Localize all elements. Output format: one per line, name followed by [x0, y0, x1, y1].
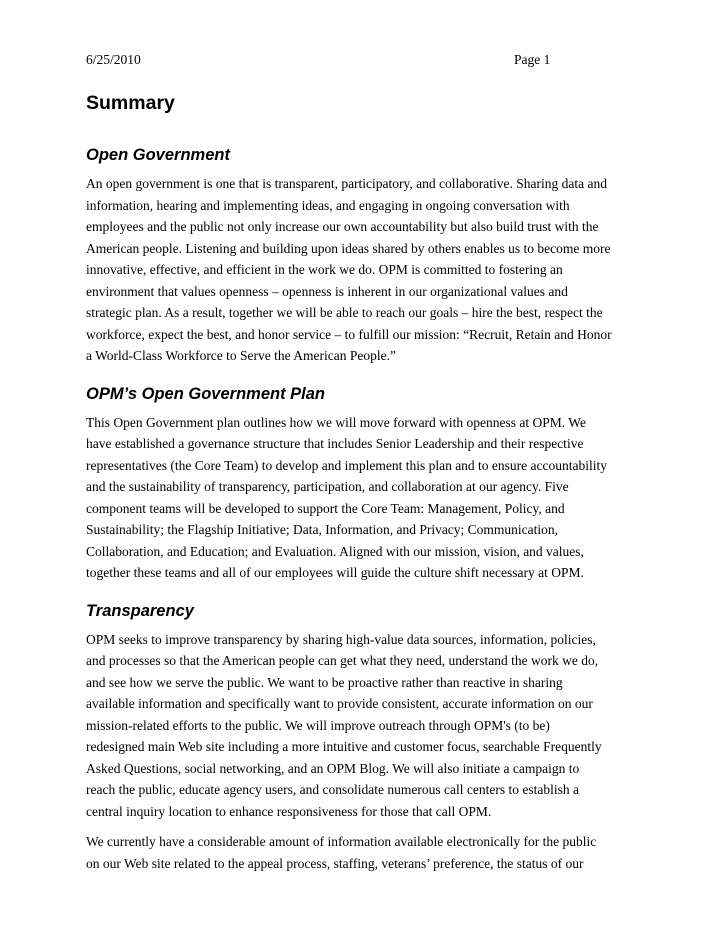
- text-line: central inquiry location to enhance responsiveness for those that call OPM.: [86, 803, 492, 819]
- text-line: American people. Listening and building upon ideas shared by others enables us to become more: [86, 240, 611, 256]
- header-date: 6/25/2010: [86, 52, 141, 67]
- text-line: We currently have a considerable amount of information available electronically for the public: [86, 834, 597, 849]
- text-line: and the sustainability of transparency, participation, and collaboration at our agency. Five: [86, 479, 569, 494]
- document-title: Summary: [86, 92, 175, 114]
- text-line: on our Web site related to the appeal process, staffing, veterans’ preference, the status of our: [86, 855, 584, 871]
- text-line: workforce, expect the best, and honor service – to fulfill our mission: “Recruit, Retain and Honor: [86, 326, 612, 342]
- section-heading: Transparency: [86, 601, 194, 620]
- text-line: An open government is one that is transparent, participatory, and collaborative. Sharing data and: [86, 176, 607, 191]
- paragraph: [86, 173, 648, 367]
- text-line: Collaboration, and Education; and Evaluation. Aligned with our mission, vision, and values,: [86, 543, 584, 559]
- text-line: innovative, effective, and efficient in the work we do. OPM is committed to fostering an: [86, 262, 563, 277]
- text-line: together these teams and all of our employees will guide the culture shift necessary at OPM.: [86, 565, 584, 580]
- text-line: a World-Class Workforce to Serve the American People.”: [86, 348, 396, 363]
- text-line: component teams will be developed to support the Core Team: Management, Policy, and: [86, 500, 565, 516]
- paragraph: [86, 412, 648, 584]
- text-line: reach the public, educate agency users, and consolidate numerous call centers to establish a: [86, 782, 579, 797]
- text-line: employees and the public not only increase our own accountability but also build trust with the: [86, 219, 599, 234]
- text-line: available information and specifically want to provide consistent, accurate information on our: [86, 696, 593, 711]
- section-heading: OPM’s Open Government Plan: [86, 384, 326, 403]
- page-header: [86, 52, 644, 72]
- section-open-government: [86, 144, 648, 367]
- text-line: representatives (the Core Team) to develop and implement this plan and to ensure accountability: [86, 457, 608, 473]
- text-line: and see how we serve the public. We want to be proactive rather than reactive in sharing: [86, 674, 563, 690]
- text-line: mission-related efforts to the public. We will improve outreach through OPM's (to be): [86, 717, 550, 733]
- text-line: have established a governance structure that includes Senior Leadership and their respective: [86, 436, 584, 451]
- section-heading: Open Government: [86, 146, 230, 164]
- paragraph: [86, 629, 648, 823]
- text-line: strategic plan. As a result, together we will be able to reach our goals – hire the best, respect the: [86, 305, 603, 320]
- document-body: [86, 144, 648, 890]
- header-page-number: Page 1: [514, 52, 551, 67]
- text-line: and processes so that the American people can get what they need, understand the work we do,: [86, 653, 599, 668]
- text-line: Sustainability; the Flagship Initiative; Data, Information, and Privacy; Communication,: [86, 522, 559, 537]
- text-line: OPM seeks to improve transparency by sharing high-value data sources, information, policies,: [86, 631, 596, 647]
- text-line: environment that values openness – openness is inherent in our organizational values and: [86, 283, 568, 299]
- section-open-government-plan: [86, 383, 648, 584]
- section-transparency: [86, 600, 648, 875]
- text-line: This Open Government plan outlines how we will move forward with openness at OPM. We: [86, 414, 586, 430]
- text-line: information, hearing and implementing ideas, and engaging in ongoing conversation with: [86, 197, 570, 213]
- text-line: Asked Questions, social networking, and an OPM Blog. We will also initiate a campaign to: [86, 760, 580, 776]
- paragraph: [86, 831, 648, 874]
- text-line: redesigned main Web site including a more intuitive and customer focus, searchable Frequently: [86, 739, 602, 754]
